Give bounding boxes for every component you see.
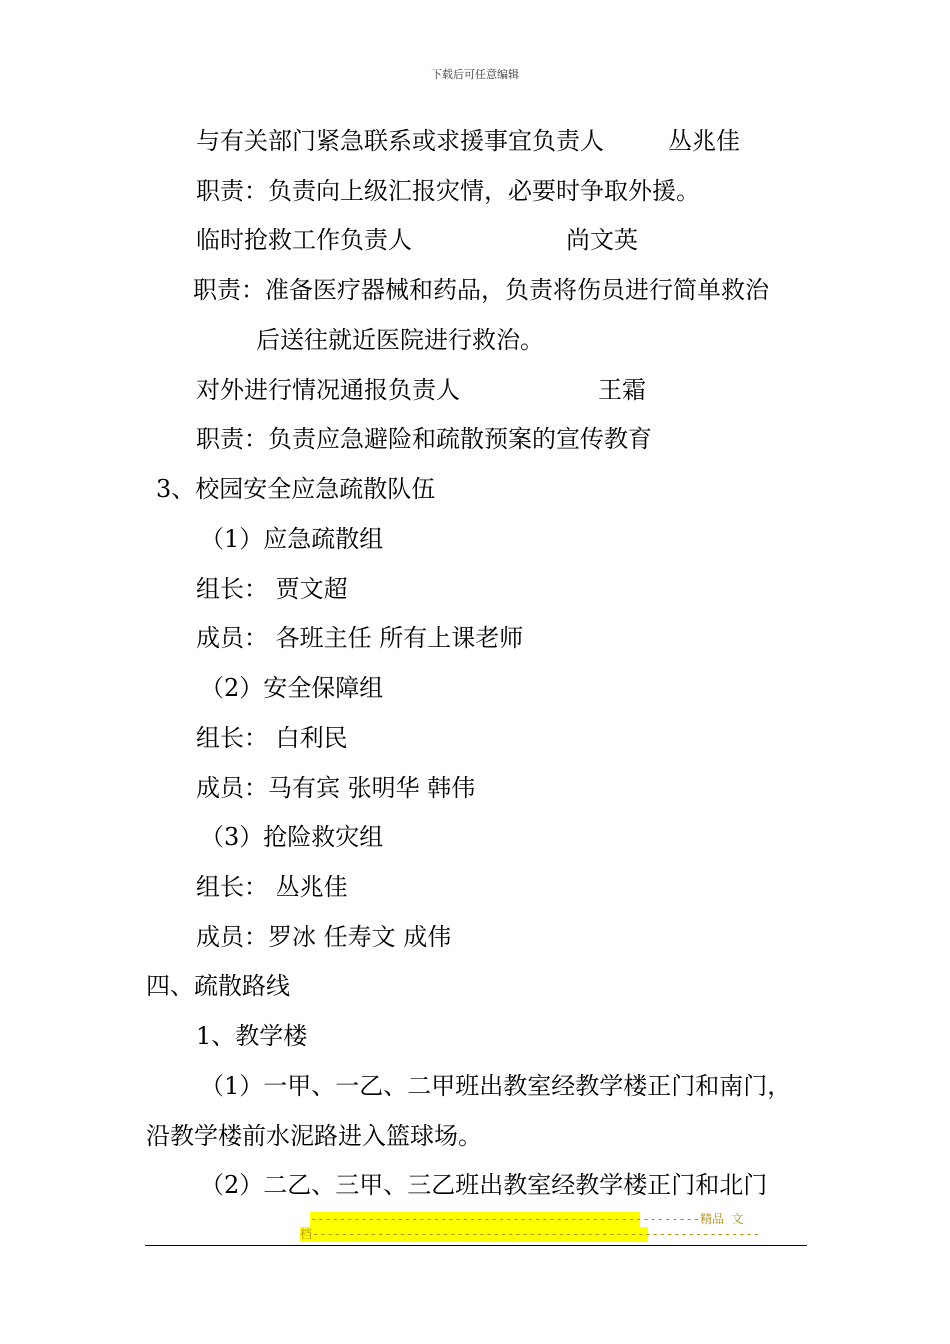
text-line: 职责：负责向上级汇报灾情，必要时争取外援。 (196, 177, 700, 205)
text-line: 后送往就近医院进行救治。 (256, 326, 544, 354)
text-line: 组长： 白利民 (196, 724, 348, 752)
text-line: 组长： 贾文超 (196, 575, 348, 603)
text-line: 职责：准备医疗器械和药品，负责将伤员进行简单救治 (193, 276, 769, 304)
person-name: 丛兆佳 (668, 127, 740, 155)
section-heading: 3、校园安全应急疏散队伍 (156, 475, 436, 503)
text-line: （2）二乙、三甲、三乙班出教室经教学楼正门和北门 (200, 1171, 768, 1199)
footer-row: ------------------------------------------------------精品 文 (310, 1212, 744, 1226)
subsection-heading: 1、教学楼 (196, 1022, 308, 1050)
text-line: （1）一甲、一乙、二甲班出教室经教学楼正门和南门， (200, 1072, 792, 1100)
text-line: 成员：马有宾 张明华 韩伟 (196, 774, 476, 802)
person-name: 尚文英 (566, 226, 638, 254)
text-line: 沿教学楼前水泥路进入篮球场。 (146, 1122, 482, 1150)
subsection-heading: （2）安全保障组 (200, 674, 384, 702)
person-name: 王霜 (598, 376, 646, 404)
text-line: 与有关部门紧急联系或求援事宜负责人 (196, 127, 604, 155)
section-heading: 四、疏散路线 (146, 972, 290, 1000)
text-line: 临时抢救工作负责人 (196, 226, 412, 254)
footer-divider (145, 1245, 807, 1246)
footer-row: 档-------------------------------------------------------------- (300, 1227, 760, 1241)
text-line: 成员： 各班主任 所有上课老师 (196, 624, 524, 652)
page-header: 下载后可任意编辑 (431, 68, 519, 81)
text-line: 职责：负责应急避险和疏散预案的宣传教育 (196, 425, 652, 453)
text-line: 对外进行情况通报负责人 (196, 376, 460, 404)
subsection-heading: （3）抢险救灾组 (200, 823, 384, 851)
text-line: 组长： 丛兆佳 (196, 873, 348, 901)
subsection-heading: （1）应急疏散组 (200, 525, 384, 553)
text-line: 成员：罗冰 任寿文 成伟 (196, 923, 452, 951)
footer-watermark (300, 1212, 760, 1242)
